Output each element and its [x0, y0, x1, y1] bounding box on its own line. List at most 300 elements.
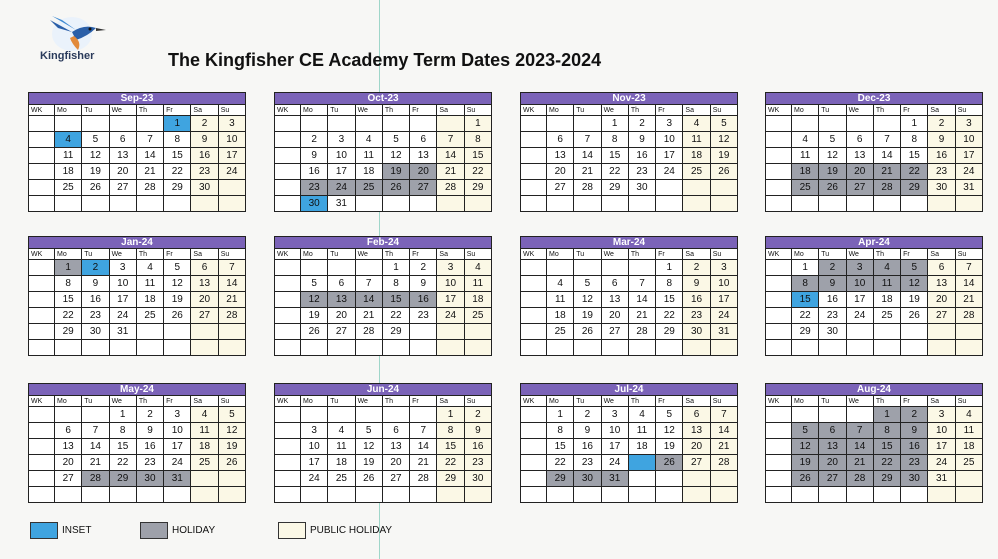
- week-row: [29, 471, 246, 487]
- week-row: [275, 292, 492, 308]
- weekday-header: Th: [136, 105, 163, 116]
- week-number-cell: [29, 132, 55, 148]
- month-title: Oct-23: [274, 92, 492, 104]
- day-cell: 1: [873, 407, 900, 423]
- weekday-header: Su: [218, 105, 245, 116]
- week-number-cell: [29, 196, 55, 212]
- day-cell: [901, 196, 928, 212]
- day-cell: 26: [819, 180, 846, 196]
- month-calendar: [274, 383, 492, 503]
- day-cell: 30: [928, 180, 955, 196]
- week-row: [766, 324, 983, 340]
- day-cell: [382, 407, 409, 423]
- day-cell: 18: [464, 292, 491, 308]
- week-row: [766, 292, 983, 308]
- day-cell: 12: [164, 276, 191, 292]
- day-cell: 2: [301, 132, 328, 148]
- weekday-header: Mo: [55, 249, 82, 260]
- week-row: [766, 423, 983, 439]
- week-row: [29, 292, 246, 308]
- week-number-cell: [766, 132, 792, 148]
- day-cell: 16: [301, 164, 328, 180]
- day-cell: 27: [55, 471, 82, 487]
- day-cell: [928, 340, 955, 356]
- day-cell: [55, 487, 82, 503]
- day-cell: [819, 340, 846, 356]
- weekday-header: Sa: [191, 249, 218, 260]
- month-title: Dec-23: [765, 92, 983, 104]
- weekday-header: Th: [628, 249, 655, 260]
- week-number-cell: [766, 324, 792, 340]
- day-cell: 9: [410, 276, 437, 292]
- day-cell: 13: [683, 423, 710, 439]
- weekday-header: Fr: [410, 105, 437, 116]
- month-calendar: [520, 236, 738, 356]
- day-cell: 4: [792, 132, 819, 148]
- weekday-header: Su: [464, 105, 491, 116]
- day-cell: 10: [328, 148, 355, 164]
- day-cell: 2: [136, 407, 163, 423]
- day-cell: 12: [819, 148, 846, 164]
- day-cell: 5: [82, 132, 109, 148]
- day-cell: 24: [328, 180, 355, 196]
- day-cell: 14: [82, 439, 109, 455]
- day-cell: 29: [792, 324, 819, 340]
- day-cell: 29: [464, 180, 491, 196]
- day-cell: 2: [901, 407, 928, 423]
- week-number-cell: [275, 164, 301, 180]
- weekday-header: Su: [464, 396, 491, 407]
- day-cell: 8: [656, 276, 683, 292]
- week-number-cell: [766, 164, 792, 180]
- day-cell: 26: [82, 180, 109, 196]
- day-cell: 13: [846, 148, 873, 164]
- day-cell: 5: [792, 423, 819, 439]
- day-cell: 8: [109, 423, 136, 439]
- day-cell: 26: [218, 455, 245, 471]
- day-cell: 22: [547, 455, 574, 471]
- day-cell: 2: [628, 116, 655, 132]
- day-cell: 13: [382, 439, 409, 455]
- day-cell: 24: [601, 455, 628, 471]
- day-cell: 3: [846, 260, 873, 276]
- public-holiday-swatch: [278, 522, 306, 539]
- day-cell: [191, 487, 218, 503]
- day-cell: 23: [683, 308, 710, 324]
- legend-label: INSET: [62, 525, 92, 536]
- day-cell: 6: [55, 423, 82, 439]
- day-cell: [301, 340, 328, 356]
- day-cell: [328, 407, 355, 423]
- day-cell: 20: [55, 455, 82, 471]
- day-cell: 6: [328, 276, 355, 292]
- week-row: [275, 324, 492, 340]
- day-cell: 1: [437, 407, 464, 423]
- day-cell: 16: [191, 148, 218, 164]
- day-cell: [628, 196, 655, 212]
- day-cell: 14: [218, 276, 245, 292]
- week-row: [766, 276, 983, 292]
- day-cell: 10: [301, 439, 328, 455]
- day-cell: 20: [819, 455, 846, 471]
- weekday-header: Th: [628, 105, 655, 116]
- week-number-cell: [29, 487, 55, 503]
- month-title: Jun-24: [274, 383, 492, 395]
- day-cell: [656, 340, 683, 356]
- day-cell: 1: [382, 260, 409, 276]
- day-cell: 1: [656, 260, 683, 276]
- weekday-header: Sa: [683, 396, 710, 407]
- day-cell: 26: [382, 180, 409, 196]
- day-cell: 11: [683, 132, 710, 148]
- month-title: Feb-24: [274, 236, 492, 248]
- day-cell: 8: [464, 132, 491, 148]
- weekday-header: Th: [136, 396, 163, 407]
- legend-public-holiday: [278, 522, 392, 539]
- day-cell: 24: [656, 164, 683, 180]
- day-cell: 12: [901, 276, 928, 292]
- week-number-cell: [29, 148, 55, 164]
- week-number-cell: [275, 455, 301, 471]
- day-cell: 17: [164, 439, 191, 455]
- day-cell: [928, 324, 955, 340]
- logo-text: Kingfisher: [40, 50, 95, 62]
- day-cell: 27: [382, 471, 409, 487]
- day-cell: 19: [901, 292, 928, 308]
- day-cell: [355, 340, 382, 356]
- weekday-header: Th: [382, 396, 409, 407]
- day-cell: 25: [55, 180, 82, 196]
- day-cell: 24: [928, 455, 955, 471]
- page-title: The Kingfisher CE Academy Term Dates 2023-2024: [168, 50, 602, 70]
- day-cell: 19: [382, 164, 409, 180]
- week-row: [275, 308, 492, 324]
- day-cell: 6: [928, 260, 955, 276]
- day-cell: [547, 196, 574, 212]
- week-row: [275, 423, 492, 439]
- day-cell: [82, 116, 109, 132]
- day-cell: [136, 116, 163, 132]
- week-row: [275, 439, 492, 455]
- week-row: [275, 407, 492, 423]
- week-row: [521, 308, 738, 324]
- day-cell: [846, 340, 873, 356]
- day-cell: 27: [191, 308, 218, 324]
- day-cell: 16: [628, 148, 655, 164]
- day-cell: 1: [164, 116, 191, 132]
- legend-inset: [30, 522, 91, 539]
- day-cell: [437, 487, 464, 503]
- day-cell: [955, 471, 982, 487]
- weekday-header: We: [846, 249, 873, 260]
- week-number-cell: [275, 276, 301, 292]
- day-cell: [464, 487, 491, 503]
- month-title: May-24: [28, 383, 246, 395]
- holiday-swatch: [140, 522, 168, 539]
- weekday-header: Tu: [82, 396, 109, 407]
- day-cell: 23: [301, 180, 328, 196]
- day-cell: [819, 407, 846, 423]
- week-number-cell: [766, 487, 792, 503]
- day-cell: 16: [574, 439, 601, 455]
- day-cell: 3: [710, 260, 737, 276]
- week-number-cell: [521, 132, 547, 148]
- day-cell: [955, 196, 982, 212]
- day-cell: 23: [464, 455, 491, 471]
- day-cell: [218, 324, 245, 340]
- week-number-cell: [275, 423, 301, 439]
- weekday-header: Th: [136, 249, 163, 260]
- day-cell: [82, 340, 109, 356]
- day-cell: 2: [683, 260, 710, 276]
- day-cell: 10: [437, 276, 464, 292]
- week-number-cell: [275, 260, 301, 276]
- day-cell: 2: [82, 260, 109, 276]
- day-cell: [547, 340, 574, 356]
- day-cell: [109, 340, 136, 356]
- day-cell: 24: [955, 164, 982, 180]
- week-number-cell: [521, 164, 547, 180]
- day-cell: 14: [437, 148, 464, 164]
- day-cell: [82, 196, 109, 212]
- day-cell: 6: [846, 132, 873, 148]
- day-cell: 12: [218, 423, 245, 439]
- day-cell: 26: [574, 324, 601, 340]
- week-row: [29, 276, 246, 292]
- legend-holiday: [140, 522, 215, 539]
- day-cell: 9: [901, 423, 928, 439]
- day-cell: 25: [683, 164, 710, 180]
- week-number-cell: [29, 180, 55, 196]
- day-cell: 2: [928, 116, 955, 132]
- day-cell: [601, 260, 628, 276]
- day-cell: 10: [928, 423, 955, 439]
- day-cell: 17: [218, 148, 245, 164]
- day-cell: 20: [683, 439, 710, 455]
- day-cell: [328, 260, 355, 276]
- day-cell: 4: [136, 260, 163, 276]
- day-cell: [574, 340, 601, 356]
- day-cell: 19: [792, 455, 819, 471]
- day-cell: [410, 487, 437, 503]
- day-cell: [792, 340, 819, 356]
- day-cell: 9: [819, 276, 846, 292]
- day-cell: 7: [574, 132, 601, 148]
- weekday-header: Tu: [82, 105, 109, 116]
- day-cell: 15: [656, 292, 683, 308]
- week-number-cell: [521, 340, 547, 356]
- day-cell: 23: [628, 164, 655, 180]
- day-cell: 8: [792, 276, 819, 292]
- day-cell: 27: [410, 180, 437, 196]
- day-cell: [656, 196, 683, 212]
- weekday-header: WK: [521, 249, 547, 260]
- day-cell: 14: [846, 439, 873, 455]
- day-cell: 31: [928, 471, 955, 487]
- week-number-cell: [29, 439, 55, 455]
- weekday-header: Su: [955, 396, 982, 407]
- day-cell: 31: [164, 471, 191, 487]
- week-row: [766, 455, 983, 471]
- day-cell: 13: [55, 439, 82, 455]
- weekday-header: Sa: [683, 249, 710, 260]
- day-cell: 1: [547, 407, 574, 423]
- day-cell: 6: [683, 407, 710, 423]
- day-cell: [464, 340, 491, 356]
- day-cell: 22: [464, 164, 491, 180]
- day-cell: 17: [437, 292, 464, 308]
- week-row: [521, 260, 738, 276]
- day-cell: 25: [873, 308, 900, 324]
- day-cell: 23: [574, 455, 601, 471]
- day-cell: 6: [601, 276, 628, 292]
- day-cell: 13: [191, 276, 218, 292]
- day-cell: 29: [601, 180, 628, 196]
- day-cell: [683, 196, 710, 212]
- week-number-cell: [766, 471, 792, 487]
- weekday-header: Fr: [656, 105, 683, 116]
- day-cell: 30: [683, 324, 710, 340]
- week-row: [521, 132, 738, 148]
- day-cell: 16: [464, 439, 491, 455]
- day-cell: 10: [218, 132, 245, 148]
- day-cell: [819, 487, 846, 503]
- day-cell: 19: [301, 308, 328, 324]
- week-row: [275, 471, 492, 487]
- day-cell: [355, 196, 382, 212]
- day-cell: 30: [301, 196, 328, 212]
- weekday-header: Sa: [437, 105, 464, 116]
- day-cell: 26: [164, 308, 191, 324]
- day-cell: 16: [410, 292, 437, 308]
- day-cell: 28: [355, 324, 382, 340]
- day-cell: 3: [656, 116, 683, 132]
- day-cell: 24: [846, 308, 873, 324]
- day-cell: 8: [382, 276, 409, 292]
- day-cell: 21: [355, 308, 382, 324]
- day-cell: 5: [901, 260, 928, 276]
- weekday-header: Mo: [55, 396, 82, 407]
- day-cell: 15: [547, 439, 574, 455]
- day-cell: [710, 340, 737, 356]
- day-cell: 8: [901, 132, 928, 148]
- day-cell: 4: [328, 423, 355, 439]
- day-cell: [437, 116, 464, 132]
- day-cell: [410, 196, 437, 212]
- day-cell: 8: [547, 423, 574, 439]
- day-cell: 18: [355, 164, 382, 180]
- day-cell: 14: [136, 148, 163, 164]
- day-cell: 15: [792, 292, 819, 308]
- day-cell: 28: [955, 308, 982, 324]
- day-cell: 3: [328, 132, 355, 148]
- month-calendar: [520, 92, 738, 212]
- day-cell: 27: [601, 324, 628, 340]
- day-cell: [628, 260, 655, 276]
- day-cell: [382, 196, 409, 212]
- week-row: [521, 148, 738, 164]
- weekday-header: Su: [710, 249, 737, 260]
- week-number-cell: [29, 260, 55, 276]
- weekday-header: Mo: [301, 249, 328, 260]
- day-cell: 25: [355, 180, 382, 196]
- day-cell: 4: [547, 276, 574, 292]
- day-cell: 15: [109, 439, 136, 455]
- week-number-cell: [275, 340, 301, 356]
- day-cell: [109, 196, 136, 212]
- day-cell: 14: [574, 148, 601, 164]
- day-cell: [437, 340, 464, 356]
- day-cell: [136, 340, 163, 356]
- day-cell: [683, 180, 710, 196]
- day-cell: [55, 196, 82, 212]
- day-cell: 18: [683, 148, 710, 164]
- day-cell: 27: [683, 455, 710, 471]
- week-number-cell: [521, 487, 547, 503]
- day-cell: 4: [464, 260, 491, 276]
- day-cell: 19: [574, 308, 601, 324]
- weekday-header: Su: [955, 249, 982, 260]
- day-cell: [218, 196, 245, 212]
- weekday-header: Th: [873, 105, 900, 116]
- weekday-header: Sa: [191, 105, 218, 116]
- month-calendar: [765, 236, 983, 356]
- day-cell: 26: [355, 471, 382, 487]
- day-cell: 31: [109, 324, 136, 340]
- day-cell: 19: [819, 164, 846, 180]
- weekday-header: We: [355, 249, 382, 260]
- day-cell: [328, 116, 355, 132]
- day-cell: 28: [628, 324, 655, 340]
- weekday-header: WK: [275, 396, 301, 407]
- week-row: [521, 407, 738, 423]
- day-cell: 12: [656, 423, 683, 439]
- week-number-cell: [521, 439, 547, 455]
- day-cell: 11: [191, 423, 218, 439]
- day-cell: 1: [464, 116, 491, 132]
- weekday-header: Su: [710, 396, 737, 407]
- day-cell: 6: [819, 423, 846, 439]
- day-cell: [710, 471, 737, 487]
- day-cell: [55, 340, 82, 356]
- day-cell: 11: [547, 292, 574, 308]
- day-cell: [846, 324, 873, 340]
- day-cell: 22: [901, 164, 928, 180]
- day-cell: 11: [328, 439, 355, 455]
- day-cell: 1: [55, 260, 82, 276]
- day-cell: 5: [656, 407, 683, 423]
- day-cell: 12: [574, 292, 601, 308]
- day-cell: 23: [82, 308, 109, 324]
- day-cell: [191, 340, 218, 356]
- week-row: [275, 276, 492, 292]
- day-cell: 9: [136, 423, 163, 439]
- day-cell: 16: [928, 148, 955, 164]
- day-cell: [410, 407, 437, 423]
- day-cell: [464, 196, 491, 212]
- week-row: [29, 340, 246, 356]
- day-cell: [683, 471, 710, 487]
- day-cell: [846, 116, 873, 132]
- day-cell: [955, 340, 982, 356]
- day-cell: [683, 340, 710, 356]
- day-cell: [328, 340, 355, 356]
- week-number-cell: [521, 116, 547, 132]
- day-cell: 25: [547, 324, 574, 340]
- week-row: [521, 292, 738, 308]
- week-row: [275, 148, 492, 164]
- day-cell: 12: [301, 292, 328, 308]
